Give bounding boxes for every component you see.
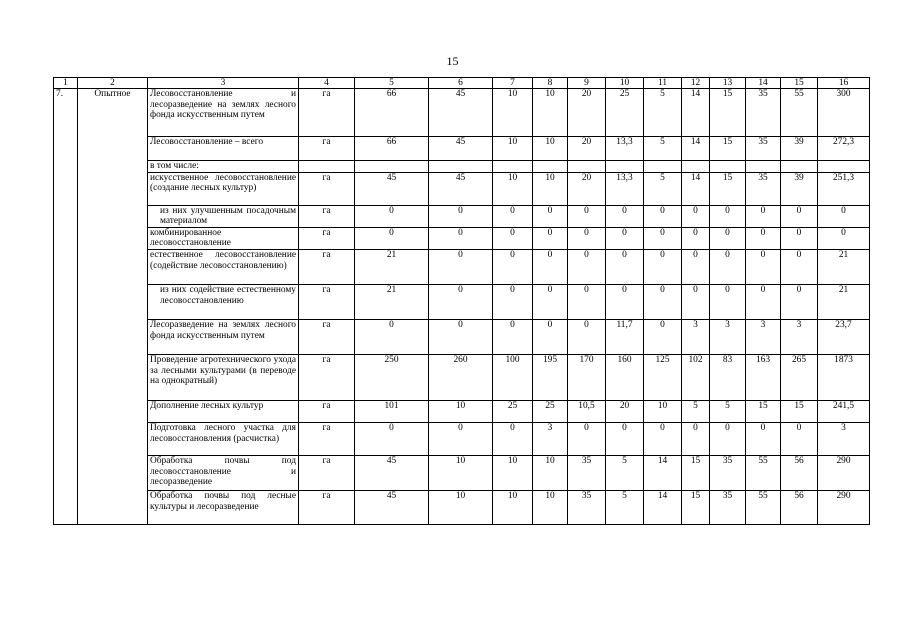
activity-description-cell: Подготовка лесного участка для лесовосстановления (расчистка): [148, 422, 299, 455]
value-cell: 0: [606, 205, 644, 227]
value-cell: 0: [781, 227, 818, 249]
value-cell: 25: [493, 400, 533, 422]
value-cell: 35: [568, 455, 606, 490]
unit-cell: га: [299, 400, 355, 422]
value-cell: 5: [682, 400, 710, 422]
value-cell: 100: [493, 354, 533, 400]
activity-description-cell: Лесовосстановление и лесоразведение на землях лесного фонда искусственным путем: [148, 89, 299, 137]
value-cell: 13,3: [606, 137, 644, 161]
activity-description-cell: искусственное лесовосстановление (создание лесных культур): [148, 172, 299, 205]
column-number-cell: 4: [299, 78, 355, 89]
value-cell: 10: [533, 490, 568, 524]
value-cell: 55: [781, 89, 818, 137]
unit-cell: га: [299, 422, 355, 455]
table-row: [54, 455, 870, 490]
value-cell: 272,3: [818, 137, 870, 161]
value-cell: 290: [818, 490, 870, 524]
unit-cell: га: [299, 172, 355, 205]
table-row: [54, 249, 870, 284]
value-cell: 0: [533, 227, 568, 249]
value-cell: 102: [682, 354, 710, 400]
table-row: [54, 319, 870, 354]
value-cell: 0: [533, 249, 568, 284]
value-cell: [781, 161, 818, 173]
table-row: [54, 137, 870, 161]
value-cell: 0: [818, 205, 870, 227]
value-cell: 0: [533, 284, 568, 319]
value-cell: 5: [606, 455, 644, 490]
column-number-cell: 7: [493, 78, 533, 89]
value-cell: 163: [746, 354, 781, 400]
value-cell: 0: [493, 319, 533, 354]
value-cell: 0: [682, 249, 710, 284]
column-number-cell: 6: [429, 78, 493, 89]
value-cell: 83: [710, 354, 746, 400]
value-cell: 35: [710, 490, 746, 524]
value-cell: 0: [710, 227, 746, 249]
value-cell: 0: [429, 422, 493, 455]
unit-cell: га: [299, 205, 355, 227]
value-cell: 101: [355, 400, 429, 422]
unit-cell: га: [299, 137, 355, 161]
value-cell: 195: [533, 354, 568, 400]
value-cell: 10: [493, 455, 533, 490]
value-cell: 3: [533, 422, 568, 455]
column-number-cell: 11: [644, 78, 682, 89]
value-cell: 10: [533, 455, 568, 490]
column-number-cell: 10: [606, 78, 644, 89]
column-number-cell: 5: [355, 78, 429, 89]
value-cell: 10: [493, 89, 533, 137]
value-cell: [355, 161, 429, 173]
value-cell: 25: [533, 400, 568, 422]
value-cell: 3: [781, 319, 818, 354]
value-cell: 5: [644, 172, 682, 205]
value-cell: 300: [818, 89, 870, 137]
unit-cell: га: [299, 249, 355, 284]
value-cell: 0: [568, 249, 606, 284]
value-cell: 0: [781, 249, 818, 284]
value-cell: 0: [710, 249, 746, 284]
value-cell: 250: [355, 354, 429, 400]
value-cell: 15: [682, 455, 710, 490]
value-cell: 0: [781, 284, 818, 319]
column-number-cell: 16: [818, 78, 870, 89]
value-cell: 45: [355, 172, 429, 205]
value-cell: 0: [746, 249, 781, 284]
value-cell: 5: [644, 89, 682, 137]
forestry-name-cell: Опытное: [78, 89, 148, 525]
value-cell: 35: [746, 172, 781, 205]
column-number-row: [54, 78, 870, 89]
value-cell: 10: [533, 137, 568, 161]
value-cell: 3: [710, 319, 746, 354]
value-cell: 10: [493, 172, 533, 205]
value-cell: 0: [746, 205, 781, 227]
value-cell: 0: [710, 284, 746, 319]
value-cell: 35: [746, 89, 781, 137]
value-cell: 0: [568, 205, 606, 227]
value-cell: 290: [818, 455, 870, 490]
activity-description-cell: естественное лесовосстановление (содействие лесовосстановлению): [148, 249, 299, 284]
value-cell: 15: [781, 400, 818, 422]
value-cell: 1873: [818, 354, 870, 400]
value-cell: 45: [355, 455, 429, 490]
table-row: [54, 422, 870, 455]
value-cell: [493, 161, 533, 173]
value-cell: 55: [746, 455, 781, 490]
value-cell: 35: [710, 455, 746, 490]
value-cell: 260: [429, 354, 493, 400]
value-cell: 0: [682, 205, 710, 227]
value-cell: 35: [568, 490, 606, 524]
column-number-cell: 8: [533, 78, 568, 89]
value-cell: 20: [606, 400, 644, 422]
value-cell: 3: [682, 319, 710, 354]
value-cell: 0: [746, 422, 781, 455]
value-cell: 3: [746, 319, 781, 354]
value-cell: 241,5: [818, 400, 870, 422]
value-cell: 0: [682, 227, 710, 249]
value-cell: 23,7: [818, 319, 870, 354]
value-cell: 20: [568, 137, 606, 161]
column-number-cell: 2: [78, 78, 148, 89]
value-cell: 0: [781, 205, 818, 227]
value-cell: 10: [429, 490, 493, 524]
value-cell: 20: [568, 89, 606, 137]
value-cell: 5: [644, 137, 682, 161]
unit-cell: га: [299, 319, 355, 354]
value-cell: 10: [429, 455, 493, 490]
value-cell: 0: [568, 422, 606, 455]
unit-cell: [299, 161, 355, 173]
value-cell: 15: [746, 400, 781, 422]
table-row: [54, 284, 870, 319]
activity-description-cell: комбинированное лесовосстановление: [148, 227, 299, 249]
value-cell: 265: [781, 354, 818, 400]
activity-description-cell: из них улучшенным посадочным материалом: [148, 205, 299, 227]
value-cell: [568, 161, 606, 173]
value-cell: [818, 161, 870, 173]
value-cell: 15: [710, 89, 746, 137]
value-cell: 0: [429, 249, 493, 284]
value-cell: 0: [568, 284, 606, 319]
table-row: [54, 161, 870, 173]
unit-cell: га: [299, 227, 355, 249]
value-cell: 0: [568, 319, 606, 354]
table-row: [54, 172, 870, 205]
value-cell: 0: [682, 422, 710, 455]
value-cell: 0: [710, 205, 746, 227]
value-cell: 56: [781, 455, 818, 490]
value-cell: 0: [644, 249, 682, 284]
value-cell: [682, 161, 710, 173]
activity-description-cell: Лесовосстановление – всего: [148, 137, 299, 161]
table-row: [54, 490, 870, 524]
value-cell: 0: [429, 227, 493, 249]
value-cell: 0: [533, 205, 568, 227]
value-cell: 10: [533, 89, 568, 137]
column-number-cell: 9: [568, 78, 606, 89]
value-cell: 15: [710, 137, 746, 161]
column-number-cell: 15: [781, 78, 818, 89]
value-cell: 0: [355, 422, 429, 455]
value-cell: 0: [429, 284, 493, 319]
value-cell: 0: [355, 319, 429, 354]
value-cell: 14: [682, 89, 710, 137]
value-cell: 0: [746, 284, 781, 319]
value-cell: 10,5: [568, 400, 606, 422]
activity-description-cell: Лесоразведение на землях лесного фонда искусственным путем: [148, 319, 299, 354]
value-cell: 3: [818, 422, 870, 455]
value-cell: 66: [355, 89, 429, 137]
value-cell: 0: [493, 422, 533, 455]
value-cell: 0: [606, 422, 644, 455]
value-cell: 0: [644, 227, 682, 249]
value-cell: 0: [644, 205, 682, 227]
unit-cell: га: [299, 284, 355, 319]
value-cell: 14: [644, 455, 682, 490]
activity-description-cell: Проведение агротехнического ухода за лесными культурами (в переводе на однократный): [148, 354, 299, 400]
value-cell: 0: [682, 284, 710, 319]
column-number-cell: 12: [682, 78, 710, 89]
value-cell: 0: [746, 227, 781, 249]
activity-description-cell: из них содействие естественному лесовосстановлению: [148, 284, 299, 319]
value-cell: 0: [568, 227, 606, 249]
table-row: [54, 354, 870, 400]
value-cell: 5: [710, 400, 746, 422]
unit-cell: га: [299, 490, 355, 524]
value-cell: 10: [644, 400, 682, 422]
value-cell: 35: [746, 137, 781, 161]
forest-restoration-table: [53, 77, 870, 525]
value-cell: 170: [568, 354, 606, 400]
value-cell: 45: [429, 172, 493, 205]
value-cell: 125: [644, 354, 682, 400]
value-cell: 66: [355, 137, 429, 161]
value-cell: 14: [682, 137, 710, 161]
value-cell: 21: [818, 249, 870, 284]
value-cell: 0: [606, 284, 644, 319]
activity-description-cell: Обработка почвы под лесные культуры и лесоразведение: [148, 490, 299, 524]
value-cell: 0: [606, 227, 644, 249]
value-cell: [606, 161, 644, 173]
value-cell: 0: [493, 249, 533, 284]
value-cell: 21: [355, 249, 429, 284]
unit-cell: га: [299, 455, 355, 490]
value-cell: [710, 161, 746, 173]
table-row: [54, 89, 870, 137]
value-cell: 0: [818, 227, 870, 249]
value-cell: 14: [644, 490, 682, 524]
value-cell: 0: [493, 227, 533, 249]
value-cell: 10: [533, 172, 568, 205]
value-cell: 160: [606, 354, 644, 400]
row-number-cell: 7.: [54, 89, 78, 525]
unit-cell: га: [299, 354, 355, 400]
value-cell: 0: [644, 422, 682, 455]
value-cell: 0: [429, 319, 493, 354]
activity-description-cell: в том числе:: [148, 161, 299, 173]
value-cell: 0: [781, 422, 818, 455]
value-cell: 10: [493, 137, 533, 161]
value-cell: 45: [429, 137, 493, 161]
table-row: [54, 227, 870, 249]
column-number-cell: 3: [148, 78, 299, 89]
value-cell: 5: [606, 490, 644, 524]
value-cell: 0: [355, 227, 429, 249]
table-row: [54, 400, 870, 422]
value-cell: 15: [710, 172, 746, 205]
table-row: [54, 205, 870, 227]
value-cell: 21: [355, 284, 429, 319]
value-cell: 13,3: [606, 172, 644, 205]
value-cell: [429, 161, 493, 173]
value-cell: 0: [429, 205, 493, 227]
activity-description-cell: Обработка почвы под лесовосстановление и лесоразведение: [148, 455, 299, 490]
value-cell: 14: [682, 172, 710, 205]
value-cell: 251,3: [818, 172, 870, 205]
value-cell: [746, 161, 781, 173]
value-cell: 10: [429, 400, 493, 422]
value-cell: 10: [493, 490, 533, 524]
value-cell: 0: [493, 284, 533, 319]
value-cell: 11,7: [606, 319, 644, 354]
value-cell: 0: [355, 205, 429, 227]
value-cell: 0: [644, 319, 682, 354]
column-number-cell: 13: [710, 78, 746, 89]
value-cell: 0: [644, 284, 682, 319]
value-cell: 39: [781, 172, 818, 205]
value-cell: 55: [746, 490, 781, 524]
value-cell: 20: [568, 172, 606, 205]
value-cell: 21: [818, 284, 870, 319]
column-number-cell: 14: [746, 78, 781, 89]
value-cell: 45: [355, 490, 429, 524]
value-cell: 39: [781, 137, 818, 161]
value-cell: 56: [781, 490, 818, 524]
column-number-cell: 1: [54, 78, 78, 89]
value-cell: [644, 161, 682, 173]
value-cell: [533, 161, 568, 173]
value-cell: 25: [606, 89, 644, 137]
value-cell: 15: [682, 490, 710, 524]
value-cell: 0: [606, 249, 644, 284]
value-cell: 0: [493, 205, 533, 227]
unit-cell: га: [299, 89, 355, 137]
value-cell: 0: [533, 319, 568, 354]
page-number: 15: [446, 54, 459, 68]
value-cell: 45: [429, 89, 493, 137]
value-cell: 0: [710, 422, 746, 455]
activity-description-cell: Дополнение лесных культур: [148, 400, 299, 422]
